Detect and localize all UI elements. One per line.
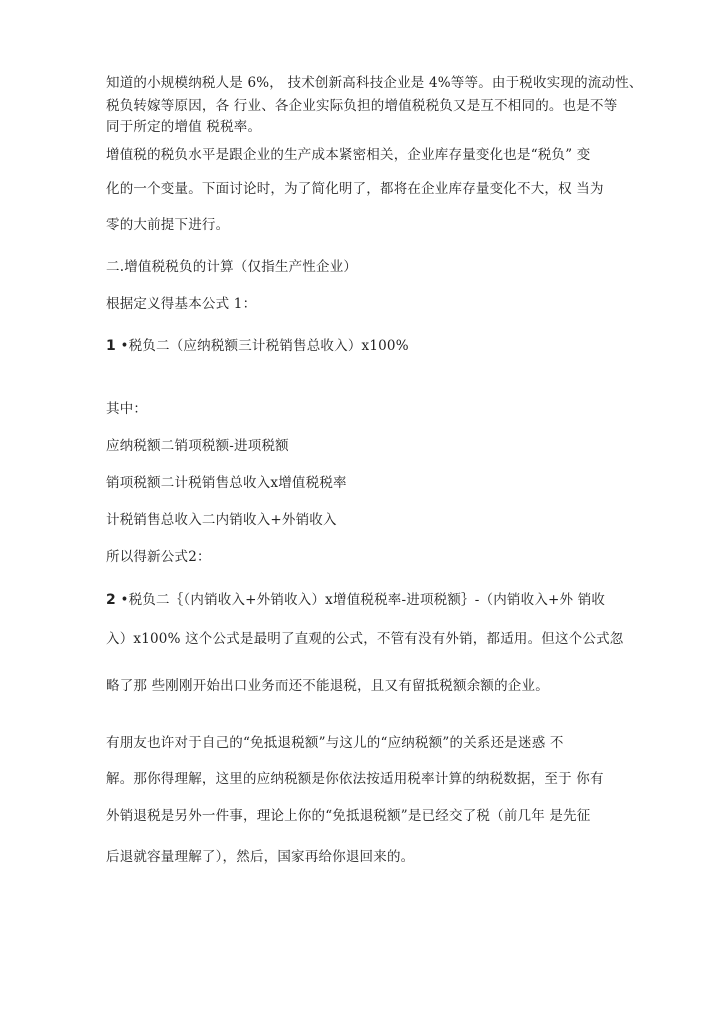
paragraph3-line2: 解。那你得理解，这里的应纳税额是你依法按适用税率计算的纳税数据，至于 你有: [106, 771, 604, 787]
formula2-line3: 略了那 些刚刚开始出口业务而还不能退税，且又有留抵税额余额的企业。: [106, 678, 549, 694]
paragraph1-line2: 税负转嫁等原因，各 行业、各企业实际负担的增值税税负又是互不相同的。也是不等: [106, 98, 618, 114]
definition-3: 计税销售总收入二内销收入+外销收入: [106, 512, 337, 528]
paragraph2-line1: 增值税的税负水平是跟企业的生产成本紧密相关，企业库存量变化也是“税负” 变: [106, 147, 591, 163]
paragraph1-line1: 知道的小规模纳税人是 6%， 技术创新高科技企业是 4%等等。由于税收实现的流动性、: [106, 75, 643, 91]
where-label: 其中：: [106, 401, 148, 417]
paragraph3-line1: 有朋友也许对于自己的“免抵退税额”与这儿的“应纳税额”的关系还是迷惑 不: [106, 735, 564, 751]
formula2: [106, 591, 605, 609]
formula2-intro: 所以得新公式2：: [106, 549, 211, 565]
paragraph1-line3: 同于所定的增值 税税率。: [106, 119, 262, 135]
paragraph3-line3: 外销退税是另外一件事，理论上你的“免抵退税额”是已经交了税（前几年 是先征: [106, 808, 591, 824]
paragraph2-line2: 化的一个变量。下面讨论时，为了简化明了，都将在企业库存量变化不大，权 当为: [106, 181, 604, 197]
paragraph3-line4: 后退就容量理解了），然后，国家再给你退回来的。: [106, 849, 415, 865]
paragraph2-line3: 零的大前提下进行。: [106, 217, 230, 233]
section-heading: 二.增值税税负的计算（仅指生产性企业）: [106, 259, 358, 275]
formula1: [106, 337, 409, 355]
formula1-text: •税负二（应纳税额三计税销售总收入）x100%: [120, 338, 409, 354]
definition-2: 销项税额二计税销售总收入x增值税税率: [106, 475, 347, 491]
definition-1: 应纳税额二销项税额-进项税额: [106, 438, 289, 454]
formula1-number: 1: [106, 338, 116, 354]
formula1-intro: 根据定义得基本公式 1：: [106, 296, 257, 312]
formula2-line2: 入）x100% 这个公式是最明了直观的公式，不管有没有外销，都适用。但这个公式忽: [106, 631, 624, 647]
formula2-text: •税负二｛（内销收入+外销收入）x增值税税率-进项税额｝-（内销收入+外 销收: [120, 592, 606, 608]
formula2-number: 2: [106, 592, 116, 608]
